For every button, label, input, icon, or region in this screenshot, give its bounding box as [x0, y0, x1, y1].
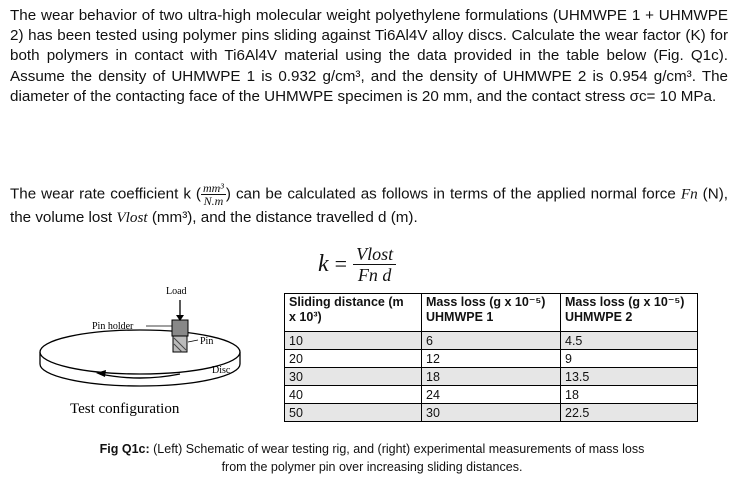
- formula-equals: =: [334, 251, 348, 276]
- formula-lhs: k: [318, 250, 329, 277]
- unit-fraction: [201, 182, 226, 207]
- table-cell: 22.5: [561, 404, 698, 422]
- formula-denominator: Fn d: [357, 264, 392, 285]
- table-cell: 18: [422, 368, 561, 386]
- figure-caption: [62, 440, 682, 476]
- header-uhmwpe-1: Mass loss (g x 10⁻⁵) UHMWPE 1: [422, 294, 561, 332]
- pin-holder-shape: [172, 320, 188, 352]
- table-cell: 12: [422, 350, 561, 368]
- disc-label: Disc: [212, 365, 231, 376]
- table-cell: 18: [561, 386, 698, 404]
- schematic-title: Test configuration: [70, 401, 180, 417]
- table-cell: 40: [285, 386, 422, 404]
- p2-text-3: (N), the volume lost: [10, 185, 728, 226]
- table-cell: 13.5: [561, 368, 698, 386]
- p2-text-1: The wear rate coefficient k (: [10, 185, 201, 203]
- table-cell: 4.5: [561, 332, 698, 350]
- table-cell: 10: [285, 332, 422, 350]
- table-row: [285, 332, 698, 350]
- symbol-fn: Fn: [680, 185, 698, 203]
- caption-line-2: from the polymer pin over increasing sliding distances.: [221, 460, 523, 474]
- p2-text-2: ) can be calculated as follows in terms of the applied normal force: [225, 185, 681, 203]
- mass-loss-table: [284, 293, 698, 422]
- pin-label: Pin: [200, 336, 214, 347]
- problem-paragraph-2: [10, 182, 728, 229]
- formula-numerator: Vlost: [353, 244, 396, 265]
- wear-formula: [318, 242, 396, 286]
- caption-label: Fig Q1c:: [99, 442, 150, 456]
- caption-line-1: (Left) Schematic of wear testing rig, and (right) experimental measurements of mass loss: [149, 442, 645, 456]
- unit-numerator: mm³: [202, 181, 224, 195]
- table-row: [285, 404, 698, 422]
- table-cell: 24: [422, 386, 561, 404]
- header-uhmwpe-2: Mass loss (g x 10⁻⁵) UHMWPE 2: [561, 294, 698, 332]
- symbol-vlost: Vlost: [116, 209, 148, 226]
- table-row: [285, 350, 698, 368]
- table-cell: 6: [422, 332, 561, 350]
- formula-fraction: [353, 244, 396, 285]
- table-row: [285, 368, 698, 386]
- pin-holder-label: Pin holder: [92, 321, 134, 332]
- load-label: Load: [166, 286, 187, 297]
- table-cell: 20: [285, 350, 422, 368]
- table-cell: 50: [285, 404, 422, 422]
- test-rig-schematic: [30, 282, 260, 422]
- table-row: [285, 386, 698, 404]
- table-cell: 30: [422, 404, 561, 422]
- problem-paragraph-1: The wear behavior of two ultra-high molecular weight polyethylene formulations (UHMWPE 1 + UHMWPE 2) has been tested using polymer pins sliding against Ti6Al4V alloy discs. Calculate the wear factor (K) for both polymers in contact with Ti6Al4V material using the data provided in the table below (Fig. Q1c). Assume the density of UHMWPE 1 is 0.932 g/cm³, and the density of UHMWPE 2 is 0.954 g/cm³. The diameter of the contacting face of the UHMWPE specimen is 20 mm, and the contact stress σc= 10 MPa.: [10, 7, 728, 105]
- unit-denominator: N.m: [203, 194, 224, 208]
- table-header-row: [285, 294, 698, 332]
- table-cell: 30: [285, 368, 422, 386]
- load-arrow-icon: [176, 300, 184, 321]
- table-cell: 9: [561, 350, 698, 368]
- header-sliding-distance: Sliding distance (m x 10³): [285, 294, 422, 332]
- p2-text-4: (mm³), and the distance travelled d (m).: [147, 209, 418, 226]
